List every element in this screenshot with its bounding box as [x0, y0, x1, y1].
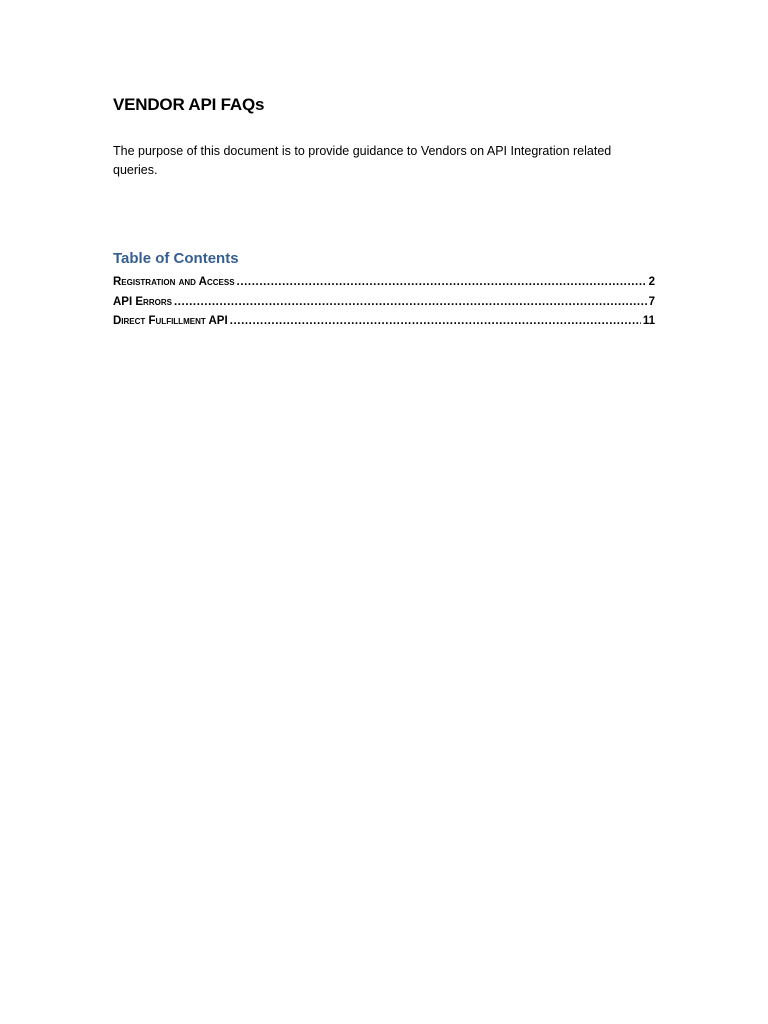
toc-dot-leader: [230, 315, 641, 327]
toc-entry-registration-and-access[interactable]: [113, 276, 655, 296]
toc-entry-page-number[interactable]: 2: [648, 276, 655, 288]
toc-entry-page-number[interactable]: 7: [648, 295, 655, 308]
table-of-contents: [113, 276, 655, 335]
toc-entry-direct-fulfillment-api[interactable]: [113, 315, 655, 335]
intro-paragraph: The purpose of this document is to provide guidance to Vendors on API Integration related queries.: [113, 144, 612, 177]
document-title: VENDOR API FAQs: [113, 95, 265, 114]
toc-entry-label[interactable]: API Errors: [113, 295, 172, 308]
toc-heading: Table of Contents: [113, 250, 239, 267]
toc-entry-page-number[interactable]: 11: [642, 315, 655, 327]
toc-dot-leader: [174, 296, 647, 308]
toc-entry-label[interactable]: Registration and Access: [113, 276, 235, 288]
toc-entry-api-errors[interactable]: [113, 296, 655, 316]
toc-entry-label[interactable]: Direct Fulfillment API: [113, 315, 228, 327]
toc-dot-leader: [237, 276, 647, 288]
